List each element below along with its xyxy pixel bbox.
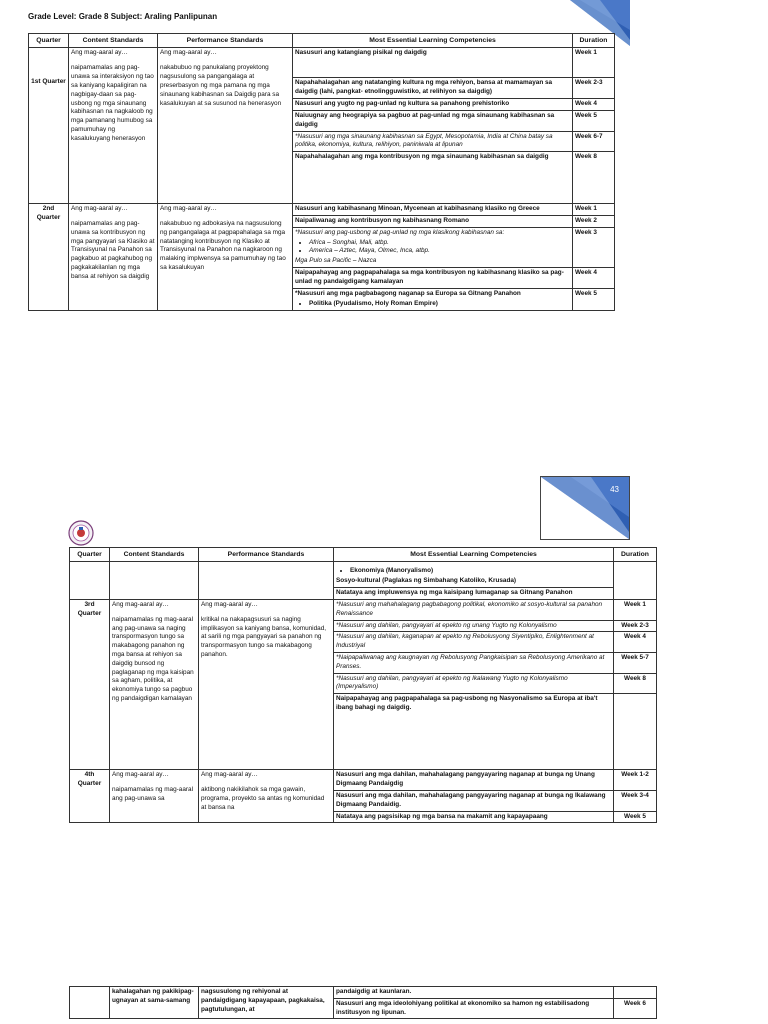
competency: Naiuugnay ang heograpiya sa pagbuo at pag-unlad ng mga sinaunang kabihasnan sa daigdig [293, 110, 573, 131]
col-performance-standards: Performance Standards [158, 34, 293, 48]
performance-standard-cell [199, 599, 334, 769]
table-row [70, 562, 657, 588]
col-quarter: Quarter [29, 34, 69, 48]
content-standard-cell [110, 599, 199, 769]
duration: Week 6 [614, 998, 657, 1019]
performance-standard-text: kritikal na nakapagsusuri sa naging implikasyon sa kaniyang bansa, komunidad, at sarili ng mga pangyayari sa panahon ng transpormasyon tungo sa makabagong panahon. [201, 615, 327, 658]
duration: Week 1 [573, 204, 615, 216]
page-number: 43 [610, 485, 619, 494]
table-row [29, 48, 615, 78]
col-duration: Duration [573, 34, 615, 48]
deped-seal-logo [68, 520, 94, 546]
competency: *Nasusuri ang mga sinaunang kabihasnan sa Egypt, Mesopotamia, India at China batay sa politika, ekonomiya, kultura, relihiyon, paniniwala at lipunan [293, 131, 573, 152]
duration: Week 3 [573, 227, 615, 267]
bullet-item: • Politika (Pyudalismo, Holy Roman Empire) [309, 300, 570, 309]
bullet-item: • Africa – Songhai, Mali, atbp. [309, 239, 570, 248]
duration: Week 8 [573, 152, 615, 204]
duration [614, 694, 657, 770]
content-standard-cell [69, 48, 158, 204]
duration: Week 4 [614, 632, 657, 653]
duration: Week 8 [614, 673, 657, 694]
duration: Week 2-3 [573, 78, 615, 99]
performance-standard-text: nagsusulong ng rehiyonal at pandaigdigang kapayapaan, pagkakaisa, pagtutulungan, at [199, 987, 334, 1019]
competency-cell [334, 562, 614, 588]
competency: Nasusuri ang mga dahilan, mahahalagang pangyayaring naganap at bunga ng Ikalawang Digmaang Pandaidig. [334, 790, 614, 811]
performance-lead: Ang mag-aaral ay… [201, 600, 258, 608]
col-performance-standards: Performance Standards [199, 548, 334, 562]
content-standard-cell [110, 770, 199, 823]
quarter-label: 3rd Quarter [70, 599, 110, 769]
competency: pandaigdig at kaunlaran. [334, 987, 614, 999]
competency: Nasusuri ang katangiang pisikal ng daigdig [293, 48, 573, 78]
duration: Week 5-7 [614, 653, 657, 674]
content-standard-text: kahalagahan ng pakikipag- ugnayan at sama-samang [110, 987, 199, 1019]
performance-standard-text: aktibong nakikilahok sa mga gawain, programa, proyekto sa antas ng komunidad at bansa na [201, 786, 325, 811]
performance-standard-text: nakabubuo ng panukalang proyektong nagsusulong sa pangangalaga at preserbasyon ng mga pamana ng mga sinaunang kabihasnan sa Daigdig para sa kasalukuyan at sa susunod na henerasyon [160, 64, 282, 107]
bullet-item: • Ekonomiya (Manoryalismo) [350, 567, 611, 576]
performance-standard-cell [199, 770, 334, 823]
competency: *Nasusuri ang mahahalagang pagbabagong politikal, ekonomiko at sosyo-kultural sa panahon Renaissance [334, 599, 614, 620]
duration: Week 2-3 [614, 620, 657, 632]
performance-lead: Ang mag-aaral ay… [160, 205, 217, 213]
quarter-label: 2nd Quarter [29, 204, 69, 311]
table-row [70, 987, 657, 999]
duration: Week 6-7 [573, 131, 615, 152]
duration: Week 5 [573, 288, 615, 311]
content-standard-text: naipamamalas ng mag-aaral ang pag-unawa sa naging transpormasyon tungo sa makabagong panahon ng mga bansa at rehiyon sa daigdig bunsod ng paglaganap ng mga kaisipan sa agham, politika, at ekonomiya tungo sa pagbuo ng pandaigdigan kamalayan [112, 615, 194, 703]
duration: Week 4 [573, 99, 615, 111]
content-standard-cell [69, 204, 158, 311]
content-lead: Ang mag-aaral ay… [112, 771, 169, 779]
table-header-row [29, 34, 615, 48]
duration: Week 4 [573, 268, 615, 289]
duration: Week 5 [573, 110, 615, 131]
table-quarters-1-2 [28, 33, 615, 311]
competency: Nasusuri ang kabihasnang Minoan, Mycenean at kabihasnang klasiko ng Greece [293, 204, 573, 216]
table-header-row [70, 548, 657, 562]
competency: Nasusuri ang mga ideolohiyang politikal at ekonomiko sa hamon ng estabilisadong institusyon ng lipunan. [334, 998, 614, 1019]
competency: Napahahalagahan ang mga kontribusyon ng mga sinaunang kabihasnan sa daigdig [293, 152, 573, 204]
competency: *Naipapaliwanag ang kaugnayan ng Rebolusyong Pangkaisipan sa Rebolusyong Amerikano at Pranses. [334, 653, 614, 674]
content-standard-text: naipamamalas ang pag-unawa sa interaksiyon ng tao sa kaniyang kapaligiran na nagbigay-daan sa pag-usbong ng mga sinaunang kabihasnan na nagkaloob ng mga pamanang humubog sa pamumuhay ng kasalukuyang henerasyon [71, 64, 154, 142]
competency: Naipapahayag ang pagpapahalaga sa pag-usbong ng Nasyonalismo sa Europa at iba't ibang bahagi ng daigdig. [334, 694, 614, 770]
performance-lead: Ang mag-aaral ay… [201, 771, 258, 779]
competency: Nasusuri ang yugto ng pag-unlad ng kultura sa panahong prehistoriko [293, 99, 573, 111]
performance-standard-cell [158, 48, 293, 204]
competency: *Nasusuri ang dahilan, pangyayari at epekto ng Ikalawang Yugto ng Kolonyalismo (Imperyalismo) [334, 673, 614, 694]
table-quarter-4-continued [69, 986, 657, 1019]
competency-cell [293, 227, 573, 267]
table-row [29, 204, 615, 216]
col-content-standards: Content Standards [69, 34, 158, 48]
performance-standard-text: nakabubuo ng adbokasiya na nagsusulong ng pangangalaga at pagpapahalaga sa mga natatanging kontribusyon ng Klasiko at Transisyunal na Panahon na nagkaroon ng malaking implwensya sa pamumuhay ng tao sa kasalukuyan [160, 220, 286, 272]
duration: Week 1-2 [614, 770, 657, 791]
table-quarters-3-4 [69, 547, 657, 823]
content-standard-text: naipamamalas ang pag- unawa sa kontribusyon ng mga pangyayari sa Klasiko at Transisyunal na Panahon sa pagkabuo at pagkahubog ng pagkakakilanlan ng mga bansa at rehiyon sa daigdig [71, 220, 155, 280]
quarter-label: 4th Quarter [70, 770, 110, 823]
content-lead: Ang mag-aaral ay… [71, 205, 128, 213]
table-row [70, 599, 657, 620]
competency: *Nasusuri ang mga pagbabagong naganap sa Europa sa Gitnang Panahon [295, 289, 521, 297]
col-duration: Duration [614, 548, 657, 562]
duration: Week 5 [614, 811, 657, 823]
quarter-label: 1st Quarter [29, 48, 69, 204]
competency: Sosyo-kultural (Paglakas ng Simbahang Katoliko, Krusada) [336, 577, 517, 585]
competency-cell [293, 288, 573, 311]
competency: Nasusuri ang mga dahilan, mahahalagang pangyayaring naganap at bunga ng Unang Digmaang Pandaigdig [334, 770, 614, 791]
performance-lead: Ang mag-aaral ay… [160, 49, 217, 57]
competency: *Nasusuri ang dahilan, pangyayari at epekto ng unang Yugto ng Kolonyalismo [334, 620, 614, 632]
duration: Week 3-4 [614, 790, 657, 811]
duration: Week 2 [573, 216, 615, 228]
competency: *Nasusuri ang dahilan, kaganapan at epekto ng Rebolusyong Siyentipiko, Enlightenment at Industriyal [334, 632, 614, 653]
competency: Naipapahayag ang pagpapahalaga sa mga kontribusyon ng kabihasnang klasiko sa pag-unlad ng pandaigdigang kamalayan [293, 268, 573, 289]
content-standard-text: naipamamalas ng mag-aaral ang pag-unawa sa [112, 786, 193, 802]
content-lead: Ang mag-aaral ay… [71, 49, 128, 57]
competency: Naipaliwanag ang kontribusyon ng kabihasnang Romano [293, 216, 573, 228]
competency: Natataya ang impluwensya ng mga kaisipang lumaganap sa Gitnang Panahon [334, 588, 614, 600]
page-number-box [540, 476, 630, 540]
content-lead: Ang mag-aaral ay… [112, 600, 169, 608]
competency: Natataya ang pagsisikap ng mga bansa na makamit ang kapayapaang [334, 811, 614, 823]
table-row [70, 770, 657, 791]
col-competencies: Most Essential Learning Competencies [293, 34, 573, 48]
page-header: Grade Level: Grade 8 Subject: Araling Panlipunan [28, 12, 218, 21]
col-competencies: Most Essential Learning Competencies [334, 548, 614, 562]
col-content-standards: Content Standards [110, 548, 199, 562]
duration: Week 1 [573, 48, 615, 78]
competency-tail: Mga Pulo sa Pacific – Nazca [295, 257, 377, 265]
col-quarter: Quarter [70, 548, 110, 562]
performance-standard-cell [158, 204, 293, 311]
duration: Week 1 [614, 599, 657, 620]
competency: Napahahalagahan ang natatanging kultura ng mga rehiyon, bansa at mamamayan sa daigdig (lahi, pangkat- etnolingguwistiko, at relihiyon sa daigdig) [293, 78, 573, 99]
competency: *Nasusuri ang pag-usbong at pag-unlad ng mga klasikong kabihasnan sa: [295, 228, 505, 236]
bullet-item: • America – Aztec, Maya, Olmec, Inca, atbp. [309, 247, 570, 256]
